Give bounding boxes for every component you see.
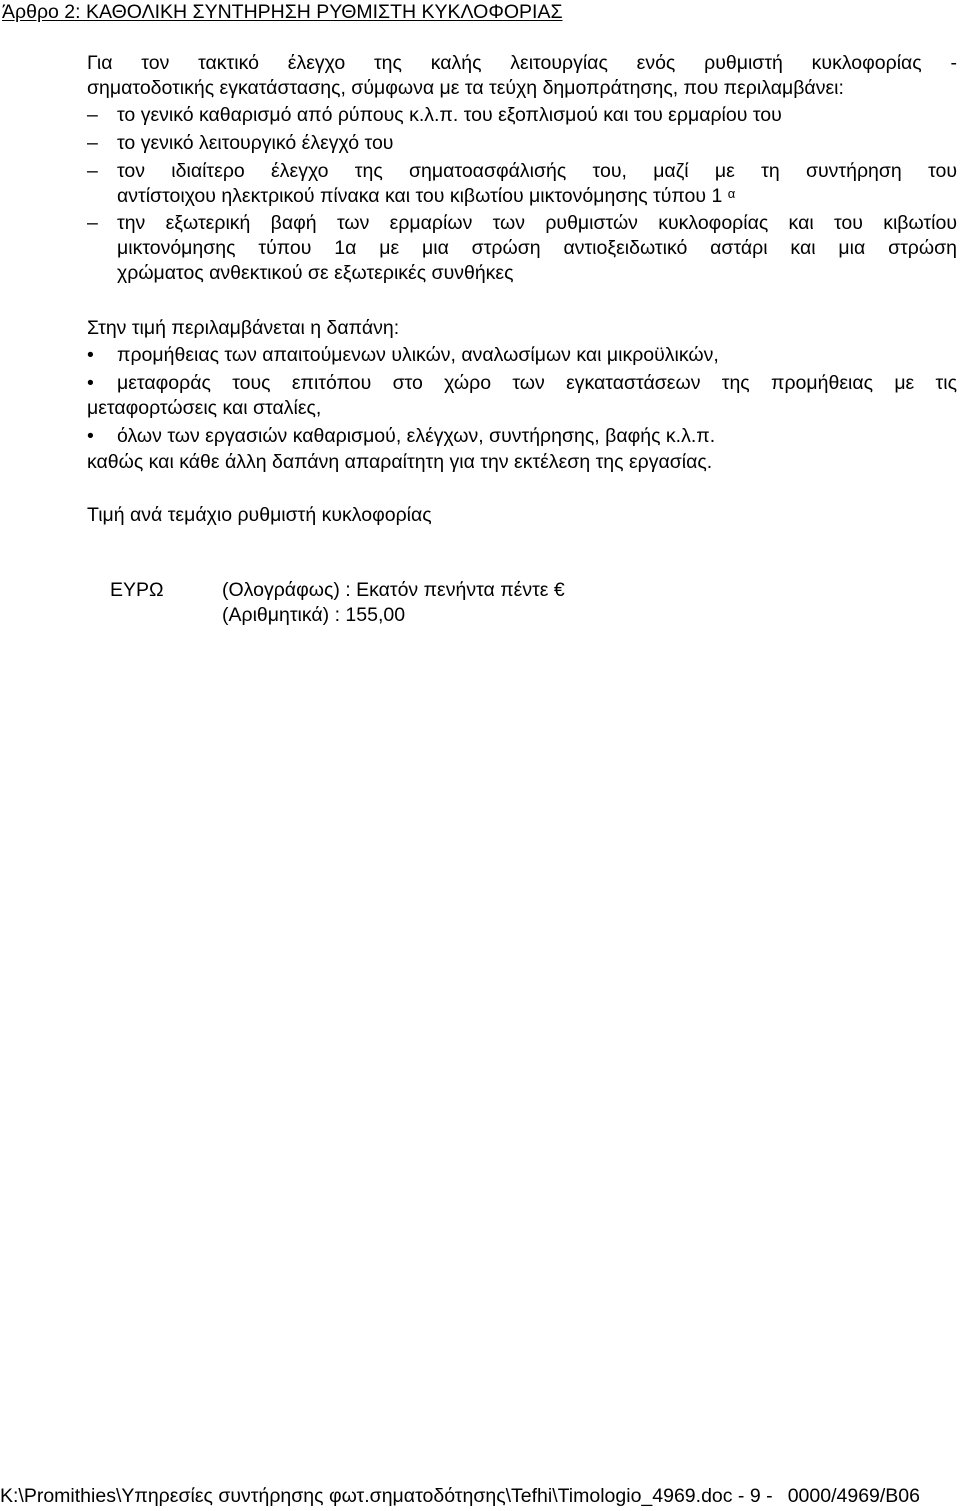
dash-marker: – <box>87 104 98 126</box>
currency-label: ΕΥΡΩ <box>110 579 164 601</box>
dash-marker: – <box>87 160 98 182</box>
bullet-marker: • <box>87 425 94 447</box>
bullet-item-text: όλων των εργασιών καθαρισμού, ελέγχων, συντήρησης, βαφής κ.λ.π. <box>117 425 716 447</box>
dash-item-signal-safety <box>87 159 957 210</box>
dash-item-functional-check <box>87 131 957 156</box>
footer-file-path: K:\Promithies\Υπηρεσίες συντήρησης φωτ.σηματοδότησης\Tefhi\Timologio_4969.doc - 9 - <box>0 1485 773 1507</box>
bullet-item-works <box>87 424 957 449</box>
article-title: Άρθρο 2: ΚΑΘΟΛΙΚΗ ΣΥΝΤΗΡΗΣΗ ΡΥΘΜΙΣΤΗ ΚΥΚΛΟΦΟΡΙΑΣ <box>2 1 563 23</box>
bullet-item-text-line-1: μεταφοράς τους επιτόπου στο χώρο των εγκαταστάσεων της προμήθειας με τις <box>117 372 957 394</box>
dash-item-text: το γενικό λειτουργικό έλεγχό του <box>117 132 394 154</box>
dash-item-text-line-1: τον ιδιαίτερο έλεγχο της σηματοασφάλισής του, μαζί με τη συντήρηση του <box>117 160 957 182</box>
unit-price-label: Τιμή ανά τεμάχιο ρυθμιστή κυκλοφορίας <box>87 504 432 526</box>
bullet-marker: • <box>87 344 94 366</box>
bullet-item-text: προμήθειας των απαιτούμενων υλικών, αναλωσίμων και μικροϋλικών, <box>117 344 719 366</box>
bullet-item-text-line-2: μεταφορτώσεις και σταλίες, <box>87 397 322 419</box>
dash-item-text-line-2 <box>117 184 957 210</box>
dash-item-text: το γενικό καθαρισμό από ρύπους κ.λ.π. του εξοπλισμού και του ερμαρίου του <box>117 104 782 126</box>
dash-item-text-line-1: την εξωτερική βαφή των ερμαρίων των ρυθμιστών κυκλοφορίας και του κιβωτίου <box>117 212 957 234</box>
dash-item-text-line-2-body: αντίστοιχου ηλεκτρικού πίνακα και του κιβωτίου μικτονόμησης τύπου 1 <box>117 185 723 207</box>
price-block <box>222 578 565 628</box>
bullet-item-supplies <box>87 343 957 368</box>
price-in-numbers: (Αριθμητικά) : 155,00 <box>222 604 406 626</box>
intro-line-1: Για τον τακτικό έλεγχο της καλής λειτουργίας ενός ρυθμιστή κυκλοφορίας - <box>87 52 957 74</box>
superscript-alpha: α <box>727 186 736 201</box>
dash-item-painting <box>87 211 957 286</box>
dash-marker: – <box>87 212 98 234</box>
cost-intro: Στην τιμή περιλαμβάνεται η δαπάνη: <box>87 317 400 339</box>
dash-item-cleaning <box>87 103 957 128</box>
cost-outro: καθώς και κάθε άλλη δαπάνη απαραίτητη για την εκτέλεση της εργασίας. <box>87 451 713 473</box>
bullet-item-transport <box>87 371 957 421</box>
dash-item-text-line-3: χρώματος ανθεκτικού σε εξωτερικές συνθήκες <box>117 262 514 284</box>
bullet-marker: • <box>87 372 94 394</box>
intro-line-2: σηματοδοτικής εγκατάστασης, σύμφωνα με τα τεύχη δημοπράτησης, που περιλαμβάνει: <box>87 77 844 99</box>
dash-item-text-line-2: μικτονόμησης τύπου 1α με μια στρώση αντιοξειδωτικό αστάρι και μια στρώση <box>117 237 957 259</box>
footer-document-code: 0000/4969/B06 <box>787 1485 920 1507</box>
dash-marker: – <box>87 132 98 154</box>
price-in-words: (Ολογράφως) : Εκατόν πενήντα πέντε € <box>222 579 565 601</box>
